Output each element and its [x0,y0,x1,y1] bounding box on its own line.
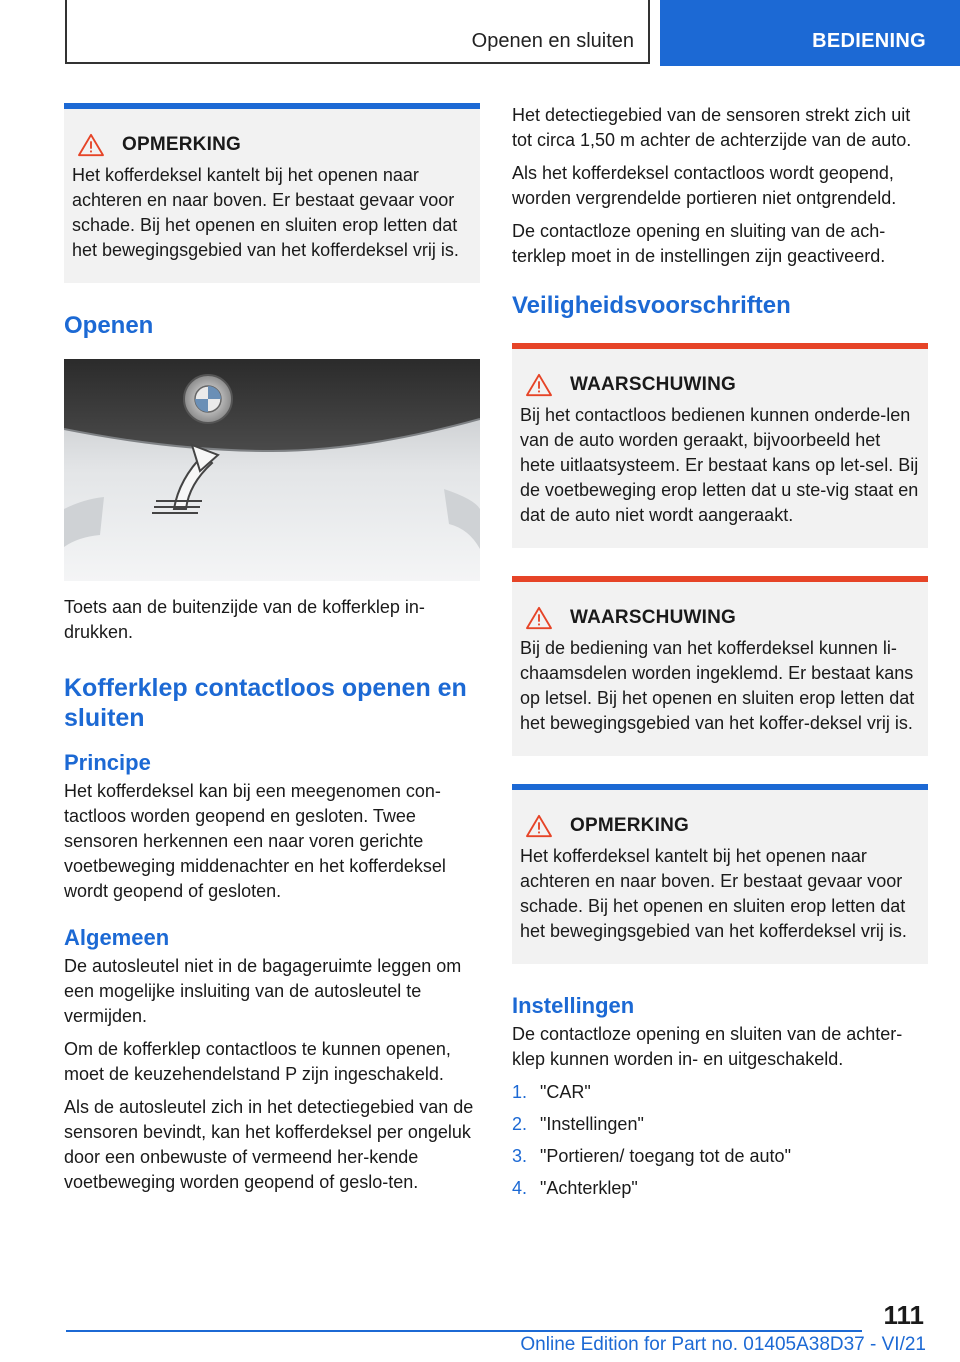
heading-contactloos: Kofferklep contactloos openen en sluiten [64,674,467,732]
right-paragraph-3: De contactloze opening en sluiting van de ach-terklep moet in de instellingen zijn geactiveerd. [512,221,886,266]
header-section-tab[interactable] [660,0,960,66]
right-paragraph-1: Het detectiegebied van de sensoren strekt zich uit tot circa 1,50 m achter de achterzijde van de auto. [512,105,912,150]
step-number: 4. [512,1178,528,1198]
warning-header [520,373,920,397]
trunk-button-photo [64,359,480,581]
warning-label: WAARSCHUWING [570,374,736,395]
principe-text: Het kofferdeksel kan bij een meegenomen con-tactloos worden geopend en gesloten. Twee sensoren herkennen een naar voren gerichte voetbeweging middenachter en het kofferdeksel wordt geopend of gesloten. [64,781,446,901]
header-chapter-box [65,0,650,64]
heading-veiligheid: Veiligheidsvoorschriften [512,292,791,319]
warning-label: WAARSCHUWING [570,607,736,628]
step-number: 2. [512,1114,528,1134]
warning-triangle-icon [524,606,554,630]
warning-triangle-icon [76,133,106,157]
settings-steps-list [512,1080,928,1201]
algemeen-paragraph-1: De autosleutel niet in de bagageruimte leggen om een mogelijke insluiting van de autosleutel te vermijden. [64,956,462,1026]
notice-text: Het kofferdeksel kantelt bij het openen naar achteren en naar boven. Er bestaat gevaar voor schade. Bij het openen en sluiten erop letten dat het bewegingsgebied van het kofferdeksel vrij is. [520,846,907,941]
notice-text: Het kofferdeksel kantelt bij het openen naar achteren en naar boven. Er bestaat gevaar voor schade. Bij het openen en sluiten erop letten dat het bewegingsgebied van het kofferdeksel vrij is. [72,165,459,260]
step-text: "CAR" [540,1082,591,1102]
notice-header [520,814,920,838]
notice-box [64,103,480,283]
heading-principe: Principe [64,750,151,775]
warning-triangle-icon [524,373,554,397]
heading-openen: Openen [64,312,154,339]
warning-text: Bij de bediening van het kofferdeksel kunnen li-chaamsdelen worden ingeklemd. Er bestaat kans op letsel. Bij het openen en sluiten erop letten dat het bewegingsgebied van het koffer-deksel vrij is. [520,638,915,733]
list-item [512,1176,928,1201]
warning-text: Bij het contactloos bedienen kunnen onderde-len van de auto worden geraakt, bijvoorbeeld het hete uitlaatsysteem. Er bestaat kans op let-sel. Bij de voetbeweging erop letten dat u ste-vig staat en dat de auto niet wordt aangeraakt. [520,405,919,525]
step-text: "Achterklep" [540,1178,638,1198]
step-text: "Portieren/ toegang tot de auto" [540,1146,791,1166]
algemeen-paragraph-3: Als de autosleutel zich in het detectiegebied van de sensoren bevindt, kan het kofferdeksel per ongeluk door een onbewuste of vermeend her-kende voetbeweging worden geopend of geslo-ten. [64,1097,474,1192]
warning-triangle-icon [524,814,554,838]
photo-caption: Toets aan de buitenzijde van de kofferklep in-drukken. [64,597,425,642]
right-column [512,103,928,1208]
list-item [512,1112,928,1137]
footer-divider [66,1330,862,1332]
list-item [512,1144,928,1169]
step-number: 1. [512,1082,528,1102]
trunk-illustration [64,359,480,581]
instellingen-text: De contactloze opening en sluiten van de achter-klep kunnen worden in- en uitgeschakeld. [512,1024,903,1069]
warning-header [520,606,920,630]
right-paragraph-2: Als het kofferdeksel contactloos wordt geopend, worden vergrendelde portieren niet ontgrendeld. [512,163,897,208]
step-text: "Instellingen" [540,1114,644,1134]
page-number: 111 [883,1300,924,1330]
section-title: BEDIENING [812,30,926,52]
algemeen-paragraph-2: Om de kofferklep contactloos te kunnen openen, moet de keuzehendelstand P zijn ingeschakeld. [64,1039,451,1084]
notice-label: OPMERKING [570,815,689,836]
list-item [512,1080,928,1105]
warning-box [512,576,928,756]
heading-algemeen: Algemeen [64,925,170,950]
notice-header [72,133,472,157]
step-number: 3. [512,1146,528,1166]
warning-box [512,343,928,548]
chapter-title: Openen en sluiten [471,30,634,52]
heading-instellingen: Instellingen [512,993,635,1018]
notice-box [512,784,928,964]
footer-edition: Online Edition for Part no. 01405A38D37 - VI/21 [520,1334,926,1355]
left-column [64,103,480,1203]
notice-label: OPMERKING [122,134,241,155]
